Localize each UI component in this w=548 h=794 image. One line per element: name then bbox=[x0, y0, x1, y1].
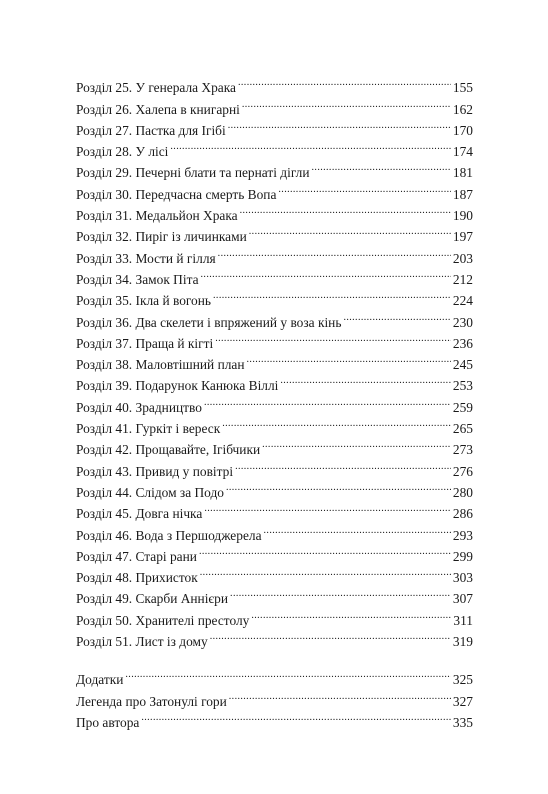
toc-entry-title: Розділ 32. Пиріг із личинками bbox=[76, 229, 247, 245]
dot-leader bbox=[201, 263, 451, 284]
toc-entry-title: Розділ 29. Печерні блати та пернаті дігли bbox=[76, 165, 310, 181]
dot-leader bbox=[312, 156, 451, 177]
toc-entry-title: Розділ 30. Передчасна смерть Вопа bbox=[76, 186, 277, 202]
toc-entry-title: Розділ 43. Привид у повітрі bbox=[76, 463, 234, 479]
toc-entry-title: Розділ 49. Скарби Аннієри bbox=[76, 591, 229, 607]
dot-leader bbox=[204, 390, 451, 411]
toc-entry-page-number: 327 bbox=[452, 693, 473, 709]
toc-entry[interactable] bbox=[76, 663, 473, 688]
toc-entry-page-number: 245 bbox=[452, 357, 473, 373]
toc-entry-page-number: 197 bbox=[452, 229, 473, 245]
dot-leader bbox=[280, 369, 451, 390]
dot-leader bbox=[228, 114, 451, 135]
toc-entry-page-number: 335 bbox=[452, 714, 473, 730]
chapter-list bbox=[76, 71, 473, 650]
toc-entry-title: Розділ 41. Гуркіт і вереск bbox=[76, 421, 221, 437]
toc-entry-title: Розділ 26. Халепа в книгарні bbox=[76, 101, 240, 117]
toc-entry-page-number: 265 bbox=[452, 421, 473, 437]
toc-entry-title: Розділ 37. Праща й кігті bbox=[76, 335, 214, 351]
toc-entry-page-number: 311 bbox=[453, 612, 473, 628]
dot-leader bbox=[222, 412, 451, 433]
dot-leader bbox=[264, 518, 451, 539]
toc-entry-page-number: 286 bbox=[452, 506, 473, 522]
dot-leader bbox=[229, 684, 451, 705]
toc-entry-title: Розділ 40. Зрадництво bbox=[76, 399, 202, 415]
toc-entry-title: Розділ 36. Два скелети і впряжений у воза кінь bbox=[76, 314, 342, 330]
toc-entry-page-number: 307 bbox=[452, 591, 473, 607]
dot-leader bbox=[343, 305, 450, 326]
toc-entry-page-number: 280 bbox=[452, 484, 473, 500]
toc-entry-title: Розділ 34. Замок Піта bbox=[76, 271, 199, 287]
toc-entry-page-number: 273 bbox=[452, 442, 473, 458]
toc-entry-title: Розділ 38. Маловтішний план bbox=[76, 357, 245, 373]
dot-leader bbox=[226, 476, 451, 497]
toc-entry-title: Розділ 46. Вода з Першоджерела bbox=[76, 527, 262, 543]
dot-leader bbox=[141, 706, 451, 727]
dot-leader bbox=[200, 561, 451, 582]
dot-leader bbox=[199, 540, 451, 561]
dot-leader bbox=[218, 241, 451, 262]
toc-entry-title: Розділ 45. Довга нічка bbox=[76, 506, 203, 522]
toc-entry-title: Розділ 51. Лист із дому bbox=[76, 634, 208, 650]
dot-leader bbox=[278, 177, 451, 198]
toc-entry-page-number: 170 bbox=[452, 122, 473, 138]
dot-leader bbox=[249, 220, 451, 241]
dot-leader bbox=[238, 71, 451, 92]
toc-entry-page-number: 276 bbox=[452, 463, 473, 479]
toc-entry-page-number: 203 bbox=[452, 250, 473, 266]
toc-entry-page-number: 299 bbox=[452, 548, 473, 564]
dot-leader bbox=[235, 454, 451, 475]
table-of-contents bbox=[76, 71, 473, 730]
toc-entry-title: Розділ 39. Подарунок Канюка Віллі bbox=[76, 378, 279, 394]
toc-entry-page-number: 155 bbox=[452, 80, 473, 96]
toc-entry-page-number: 253 bbox=[452, 378, 473, 394]
toc-entry[interactable] bbox=[76, 71, 473, 96]
toc-entry-title: Розділ 28. У лісі bbox=[76, 144, 169, 160]
dot-leader bbox=[262, 433, 451, 454]
toc-entry-title: Розділ 31. Медальйон Храка bbox=[76, 208, 238, 224]
dot-leader bbox=[251, 603, 451, 624]
toc-entry-title: Розділ 44. Слідом за Подо bbox=[76, 484, 224, 500]
toc-entry-page-number: 181 bbox=[452, 165, 473, 181]
toc-entry-page-number: 303 bbox=[452, 570, 473, 586]
dot-leader bbox=[242, 92, 451, 113]
toc-entry-title: Розділ 42. Прощавайте, Ігібчики bbox=[76, 442, 261, 458]
toc-entry-title: Розділ 48. Прихисток bbox=[76, 570, 198, 586]
dot-leader bbox=[215, 327, 451, 348]
toc-entry-title: Розділ 35. Ікла й вогонь bbox=[76, 293, 212, 309]
toc-entry-page-number: 212 bbox=[452, 271, 473, 287]
toc-entry[interactable] bbox=[76, 684, 473, 709]
toc-entry-page-number: 325 bbox=[452, 672, 473, 688]
toc-entry-title: Розділ 27. Пастка для Ігібі bbox=[76, 122, 226, 138]
dot-leader bbox=[125, 663, 451, 684]
dot-leader bbox=[213, 284, 451, 305]
toc-entry-page-number: 259 bbox=[452, 399, 473, 415]
toc-entry-page-number: 162 bbox=[452, 101, 473, 117]
toc-entry-page-number: 230 bbox=[452, 314, 473, 330]
appendix-list bbox=[76, 663, 473, 730]
toc-entry-page-number: 224 bbox=[452, 293, 473, 309]
dot-leader bbox=[240, 199, 451, 220]
dot-leader bbox=[204, 497, 451, 518]
toc-entry-title: Розділ 33. Мости й гілля bbox=[76, 250, 216, 266]
toc-entry-page-number: 319 bbox=[452, 634, 473, 650]
toc-entry-page-number: 187 bbox=[452, 186, 473, 202]
toc-entry-title: Розділ 50. Хранителі престолу bbox=[76, 612, 250, 628]
toc-entry-page-number: 293 bbox=[452, 527, 473, 543]
dot-leader bbox=[210, 625, 451, 646]
toc-entry-title: Додатки bbox=[76, 672, 124, 688]
dot-leader bbox=[170, 135, 451, 156]
toc-entry-title: Про автора bbox=[76, 714, 140, 730]
dot-leader bbox=[247, 348, 451, 369]
toc-entry-title: Розділ 47. Старі рани bbox=[76, 548, 197, 564]
dot-leader bbox=[230, 582, 451, 603]
toc-entry-page-number: 174 bbox=[452, 144, 473, 160]
toc-entry-page-number: 190 bbox=[452, 208, 473, 224]
toc-entry-page-number: 236 bbox=[452, 335, 473, 351]
toc-entry-title: Розділ 25. У генерала Храка bbox=[76, 80, 236, 96]
toc-entry-title: Легенда про Затонулі гори bbox=[76, 693, 227, 709]
